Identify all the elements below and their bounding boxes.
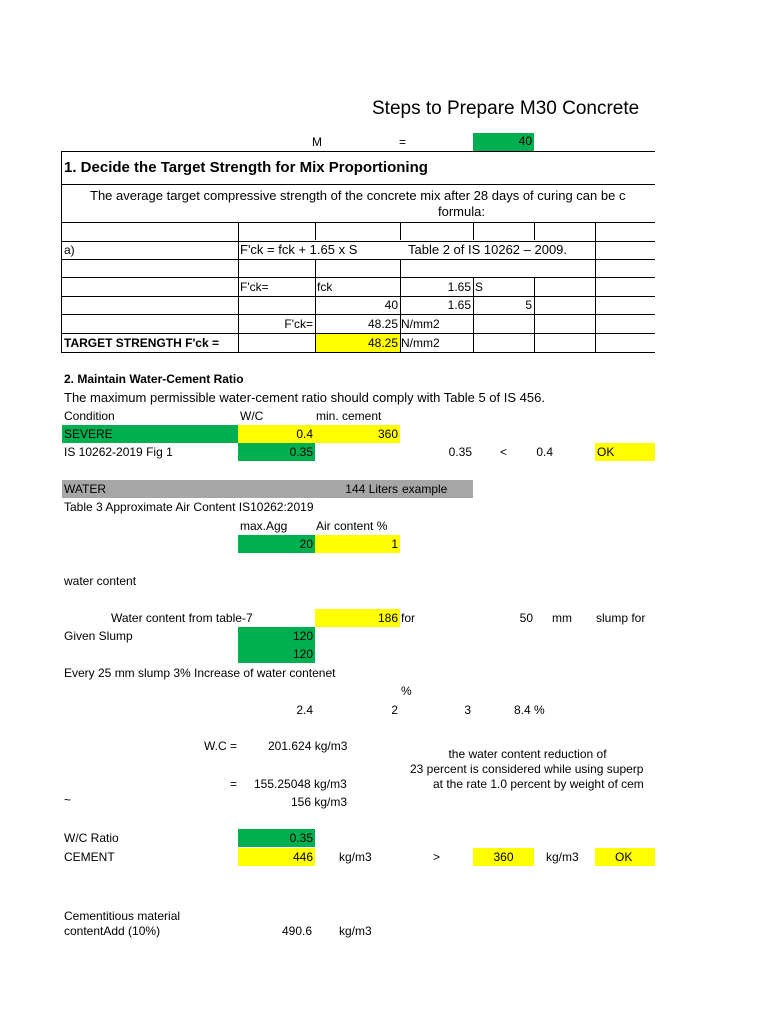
water-label: WATER: [64, 482, 106, 496]
eq2-value: 155.25048 kg/m3: [254, 777, 347, 791]
fig1-ok-cell[interactable]: OK: [595, 443, 655, 461]
severe-cell[interactable]: SEVERE: [62, 425, 238, 443]
section1-desc-line2: formula:: [438, 204, 485, 219]
grid-line: [534, 277, 535, 352]
wc-eq-value: 201.624 kg/m3: [268, 739, 348, 753]
grid-line: [400, 222, 401, 240]
section2-heading: 2. Maintain Water-Cement Ratio: [64, 372, 244, 386]
air-content-cell[interactable]: 1: [315, 535, 400, 553]
given-slump-cell-1[interactable]: 120: [238, 627, 315, 645]
result-label: F'ck=: [284, 317, 313, 331]
given-slump-cell-2[interactable]: 120: [238, 645, 315, 663]
table7-slump: 50: [519, 611, 533, 625]
air-content-label: Air content %: [316, 519, 388, 533]
calc-a: 2.4: [296, 703, 313, 717]
grid-line: [61, 222, 655, 223]
wc-ratio-cell[interactable]: 0.35: [238, 829, 315, 847]
fig1-label: IS 10262-2019 Fig 1: [64, 445, 173, 459]
table7-mm: mm: [552, 611, 572, 625]
note-line-2: 23 percent is considered while using superp: [410, 762, 644, 776]
page-title: Steps to Prepare M30 Concrete: [372, 98, 640, 119]
table7-label: Water content from table-7: [111, 611, 253, 625]
grid-line: [61, 314, 655, 315]
row-a-reference: Table 2 of IS 10262 – 2009.: [408, 242, 568, 257]
row-a-formula: F'ck = fck + 1.65 x S: [240, 242, 358, 257]
fig1-compare-op: <: [500, 445, 508, 459]
calc-b: 2: [391, 703, 398, 717]
cement-unit-2: kg/m3: [546, 850, 579, 864]
section1-heading-divider: [61, 184, 655, 185]
row-a-label: a): [64, 243, 75, 257]
cement-unit: kg/m3: [339, 850, 372, 864]
table3-label: Table 3 Approximate Air Content IS10262:2019: [64, 500, 314, 514]
cementitious-value: 490.6: [282, 924, 313, 938]
max-agg-cell[interactable]: 20: [238, 535, 315, 553]
cement-label: CEMENT: [64, 850, 115, 864]
approx-label: ~: [64, 793, 72, 807]
water-value: 144 Liters: [345, 482, 398, 496]
grid-line: [61, 352, 655, 353]
section1-desc-line1: The average target compressive strength of the concrete mix after 28 days of curing can be c: [90, 188, 626, 203]
approx-value: 156 kg/m3: [291, 795, 348, 809]
fck-value: 40: [384, 298, 398, 312]
target-strength-unit: N/mm2: [401, 336, 440, 350]
fig1-compare-a: 0.35: [448, 445, 472, 459]
col-wc: W/C: [240, 409, 264, 423]
wc-eq-label: W.C =: [203, 739, 237, 753]
cement-min-cell[interactable]: 360: [473, 848, 534, 866]
grid-line: [315, 222, 316, 240]
max-agg-label: max.Agg: [240, 519, 288, 533]
section1-top-border: [61, 151, 655, 152]
cementitious-label-2: contentAdd (10%): [64, 924, 161, 938]
severe-min-cement-cell[interactable]: 360: [315, 425, 400, 443]
m-label: M: [312, 135, 322, 149]
grid-line: [473, 222, 474, 240]
result-value: 48.25: [367, 317, 398, 331]
cementitious-unit: kg/m3: [339, 924, 372, 938]
calc-c: 3: [464, 703, 471, 717]
note-line-1: the water content reduction of: [448, 747, 607, 761]
m-value-cell[interactable]: 40: [473, 133, 534, 151]
note-line-3: at the rate 1.0 percent by weight of cem: [433, 777, 644, 791]
target-strength-value[interactable]: 48.25: [316, 334, 400, 352]
given-slump-label: Given Slump: [64, 629, 133, 643]
fck-eq-label: F'ck=: [240, 280, 269, 294]
fck-label: fck: [317, 280, 333, 294]
cement-op: >: [433, 850, 441, 864]
cementitious-label-1: Cementitious material: [64, 909, 181, 923]
m-equals: =: [399, 135, 407, 149]
grid-line: [534, 222, 535, 240]
cement-ok-cell[interactable]: OK: [595, 848, 655, 866]
fig1-wc-cell[interactable]: 0.35: [238, 443, 315, 461]
grid-line: [61, 259, 655, 260]
eq2-label: =: [229, 777, 237, 791]
section1-left-border: [61, 151, 62, 353]
grid-line: [61, 277, 655, 278]
s-value: 5: [525, 298, 532, 312]
col-min-cement: min. cement: [316, 409, 382, 423]
result-unit: N/mm2: [401, 317, 440, 331]
calc-d: 8.4 %: [514, 703, 545, 717]
every25-label: Every 25 mm slump 3% Increase of water contenet: [64, 666, 336, 680]
fig1-compare-b: 0.4: [536, 445, 553, 459]
grid-line: [238, 222, 239, 352]
section1-heading: 1. Decide the Target Strength for Mix Proportioning: [64, 159, 428, 176]
k-value: 1.65: [447, 298, 471, 312]
s-label: S: [475, 280, 484, 294]
percent-label: %: [401, 684, 412, 698]
grid-line: [595, 222, 596, 352]
cement-value-cell[interactable]: 446: [238, 848, 315, 866]
col-condition: Condition: [64, 409, 115, 423]
k-factor-label: 1.65: [447, 280, 471, 294]
table7-value-cell[interactable]: 186: [315, 609, 400, 627]
water-content-label: water content: [64, 574, 137, 588]
grid-line: [473, 277, 474, 352]
severe-wc-cell[interactable]: 0.4: [238, 425, 315, 443]
section2-desc: The maximum permissible water-cement ratio should comply with Table 5 of IS 456.: [64, 390, 545, 405]
water-note: example: [402, 482, 448, 496]
target-strength-label: TARGET STRENGTH F'ck =: [64, 336, 219, 350]
wc-ratio-label: W/C Ratio: [64, 831, 119, 845]
table7-for: for: [401, 611, 416, 625]
table7-tail: slump for: [596, 611, 646, 625]
